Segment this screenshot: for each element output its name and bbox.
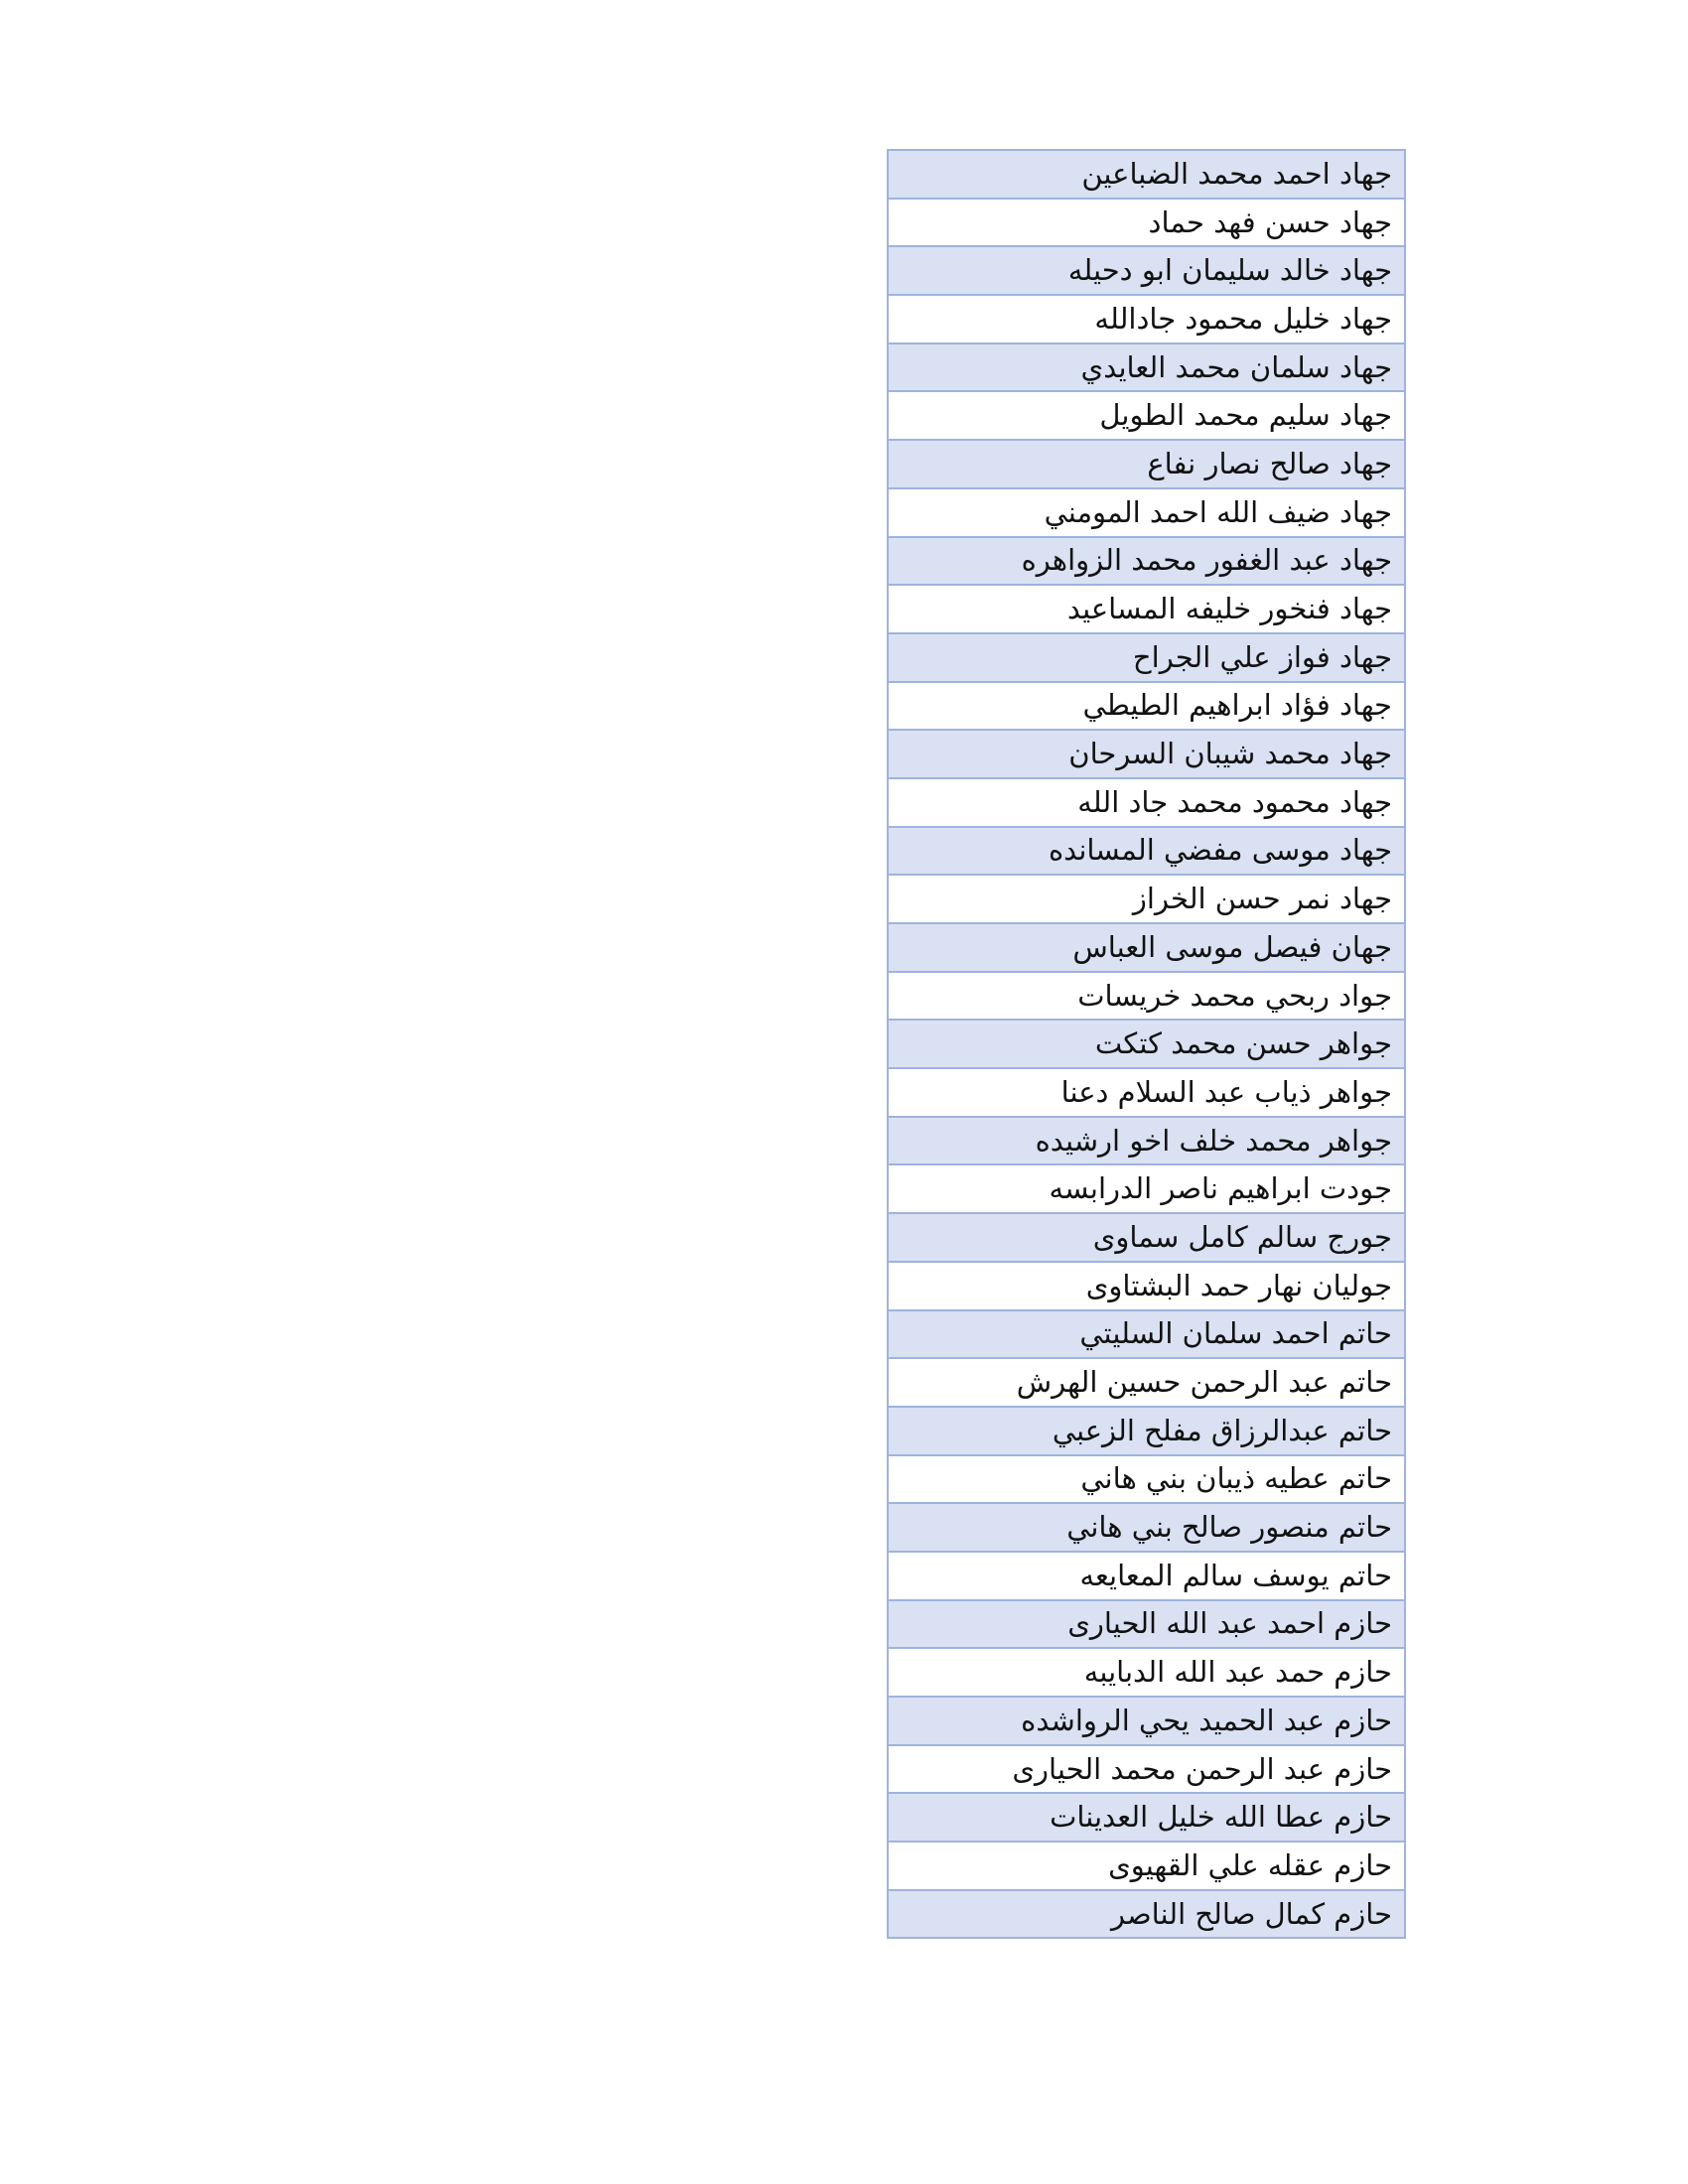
table-row xyxy=(888,1552,1405,1600)
table-row xyxy=(888,537,1405,586)
name-cell: حاتم عطيه ذيبان بني هاني xyxy=(888,1455,1405,1504)
table-row xyxy=(888,1648,1405,1697)
table-row xyxy=(888,1358,1405,1407)
table-row xyxy=(888,827,1405,876)
table-row xyxy=(888,972,1405,1021)
name-cell: جهاد صالح نصار نفاع xyxy=(888,440,1405,488)
table-row xyxy=(888,1068,1405,1117)
name-cell: جهاد حسن فهد حماد xyxy=(888,199,1405,247)
table-row xyxy=(888,1793,1405,1842)
name-cell: حازم كمال صالح الناصر xyxy=(888,1890,1405,1939)
table-row xyxy=(888,1164,1405,1213)
name-cell: جهاد سلمان محمد العايدي xyxy=(888,343,1405,392)
name-cell: جهاد محمود محمد جاد الله xyxy=(888,778,1405,827)
table-row xyxy=(888,633,1405,682)
table-row xyxy=(888,488,1405,537)
table-row xyxy=(888,778,1405,827)
name-cell: جوليان نهار حمد البشتاوى xyxy=(888,1262,1405,1310)
name-cell: جواهر ذياب عبد السلام دعنا xyxy=(888,1068,1405,1117)
table-row xyxy=(888,440,1405,488)
name-cell: حاتم عبد الرحمن حسين الهرش xyxy=(888,1358,1405,1407)
name-cell: حازم عطا الله خليل العدينات xyxy=(888,1793,1405,1842)
name-cell: حاتم منصور صالح بني هاني xyxy=(888,1503,1405,1552)
name-cell: جواد ربحي محمد خريسات xyxy=(888,972,1405,1021)
name-cell: جورج سالم كامل سماوى xyxy=(888,1213,1405,1262)
name-cell: حاتم يوسف سالم المعايعه xyxy=(888,1552,1405,1600)
name-cell: جهاد محمد شيبان السرحان xyxy=(888,730,1405,778)
table-row xyxy=(888,682,1405,731)
table-row xyxy=(888,1310,1405,1359)
table-row xyxy=(888,1407,1405,1455)
name-cell: حازم حمد عبد الله الدبايبه xyxy=(888,1648,1405,1697)
table-row xyxy=(888,1890,1405,1939)
name-cell: جهاد موسى مفضي المسانده xyxy=(888,827,1405,876)
name-cell: حازم عقله علي القهيوى xyxy=(888,1842,1405,1890)
table-row xyxy=(888,343,1405,392)
names-table-body xyxy=(888,150,1405,1938)
table-row xyxy=(888,1503,1405,1552)
table-row xyxy=(888,1262,1405,1310)
table-row xyxy=(888,1213,1405,1262)
name-cell: جهاد عبد الغفور محمد الزواهره xyxy=(888,537,1405,586)
name-cell: حازم عبد الرحمن محمد الحيارى xyxy=(888,1745,1405,1794)
table-row xyxy=(888,1697,1405,1745)
table-row xyxy=(888,875,1405,923)
table-row xyxy=(888,923,1405,972)
name-cell: جهاد احمد محمد الضباعين xyxy=(888,150,1405,199)
table-row xyxy=(888,150,1405,199)
name-cell: جهان فيصل موسى العباس xyxy=(888,923,1405,972)
name-cell: جودت ابراهيم ناصر الدرابسه xyxy=(888,1164,1405,1213)
table-row xyxy=(888,730,1405,778)
name-cell: جواهر محمد خلف اخو ارشيده xyxy=(888,1117,1405,1165)
table-row xyxy=(888,585,1405,633)
table-row xyxy=(888,1117,1405,1165)
name-cell: جهاد ضيف الله احمد المومني xyxy=(888,488,1405,537)
name-cell: جهاد خليل محمود جادالله xyxy=(888,295,1405,343)
name-cell: جهاد فواز علي الجراح xyxy=(888,633,1405,682)
table-row xyxy=(888,1020,1405,1068)
name-cell: جهاد سليم محمد الطويل xyxy=(888,391,1405,440)
name-cell: حازم احمد عبد الله الحيارى xyxy=(888,1600,1405,1649)
table-row xyxy=(888,295,1405,343)
name-cell: جهاد فؤاد ابراهيم الطيطي xyxy=(888,682,1405,731)
table-row xyxy=(888,1600,1405,1649)
table-row xyxy=(888,199,1405,247)
table-row xyxy=(888,1842,1405,1890)
name-cell: حازم عبد الحميد يحي الرواشده xyxy=(888,1697,1405,1745)
table-row xyxy=(888,1455,1405,1504)
name-cell: جهاد نمر حسن الخراز xyxy=(888,875,1405,923)
name-cell: حاتم عبدالرزاق مفلح الزعبي xyxy=(888,1407,1405,1455)
name-cell: جهاد خالد سليمان ابو دحيله xyxy=(888,246,1405,295)
name-cell: جواهر حسن محمد كتكت xyxy=(888,1020,1405,1068)
table-row xyxy=(888,391,1405,440)
name-cell: حاتم احمد سلمان السليتي xyxy=(888,1310,1405,1359)
table-row xyxy=(888,1745,1405,1794)
name-cell: جهاد فنخور خليفه المساعيد xyxy=(888,585,1405,633)
table-row xyxy=(888,246,1405,295)
names-table xyxy=(887,149,1406,1939)
